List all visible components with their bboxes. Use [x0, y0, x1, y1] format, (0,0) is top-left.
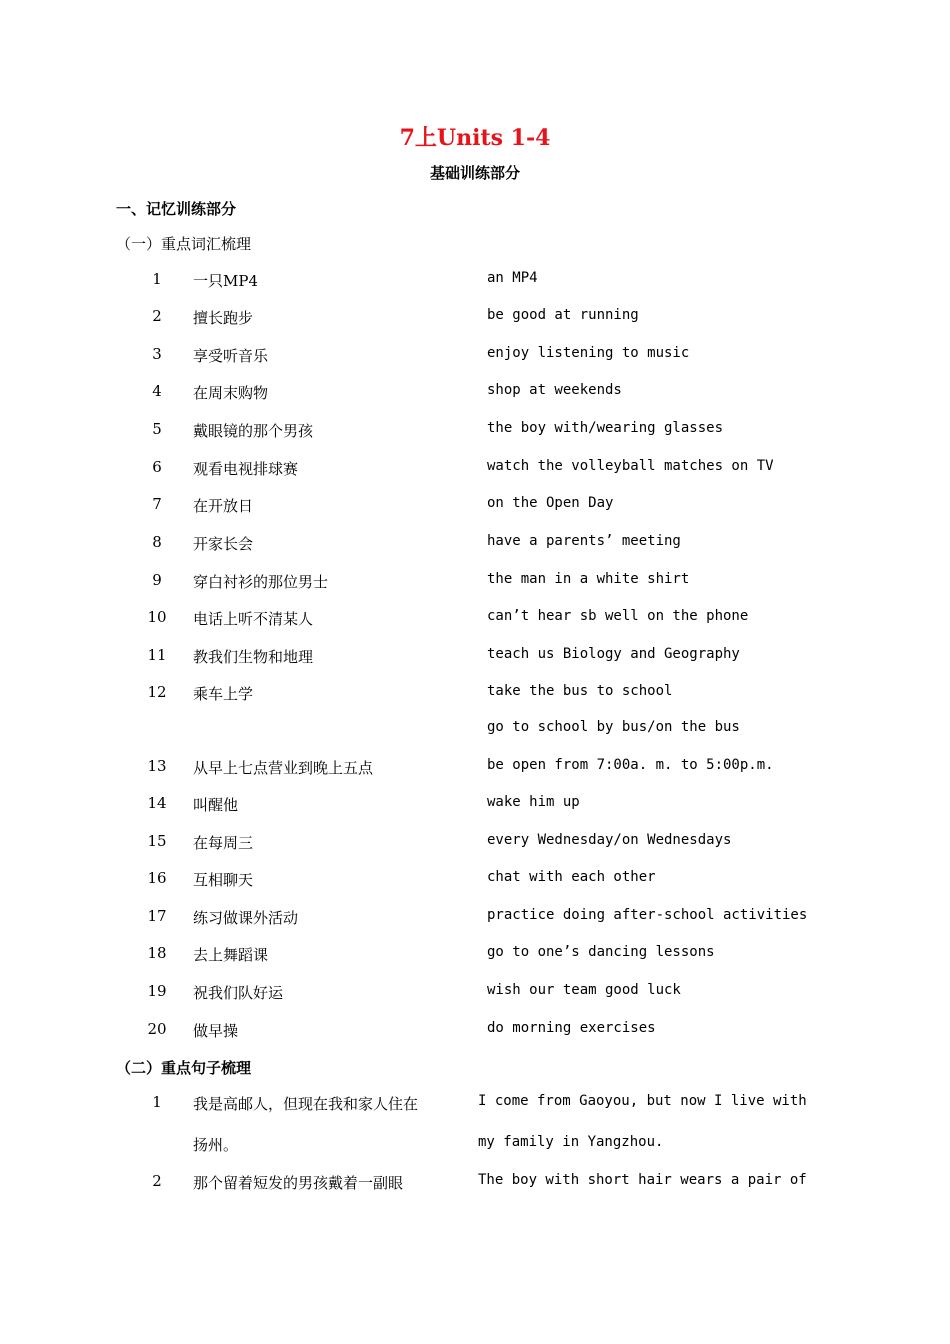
vocab-number: 18 — [147, 944, 167, 962]
document-subtitle: 基础训练部分 — [429, 164, 520, 182]
vocab-english: the boy with/wearing glasses — [487, 420, 724, 436]
vocab-row — [0, 719, 950, 743]
vocab-number: 15 — [147, 832, 167, 850]
vocab-english: wake him up — [487, 794, 580, 810]
vocab-english: on the Open Day — [487, 495, 614, 511]
vocab-number: 16 — [147, 869, 167, 887]
vocab-english: teach us Biology and Geography — [487, 646, 740, 662]
vocab-english: take the bus to school — [487, 683, 673, 699]
vocab-chinese: 享受听音乐 — [193, 347, 269, 365]
vocab-number: 3 — [152, 345, 162, 363]
vocab-chinese: 在每周三 — [193, 834, 254, 852]
vocab-chinese: 开家长会 — [193, 535, 254, 553]
vocab-row — [0, 944, 950, 968]
vocab-english: the man in a white shirt — [487, 571, 690, 587]
vocab-heading: （一）重点词汇梳理 — [116, 235, 252, 253]
vocab-chinese: 互相聊天 — [193, 871, 254, 889]
vocab-english: an MP4 — [487, 270, 538, 286]
vocab-number: 14 — [147, 794, 167, 812]
vocab-number: 5 — [152, 420, 162, 438]
vocab-chinese: 练习做课外活动 — [193, 909, 299, 927]
vocab-chinese: 做早操 — [193, 1022, 239, 1040]
vocab-chinese: 戴眼镜的那个男孩 — [193, 422, 314, 440]
sentence-english: I come from Gaoyou, but now I live with — [478, 1093, 807, 1109]
vocab-row — [0, 869, 950, 893]
vocab-english: be open from 7:00a. m. to 5:00p.m. — [487, 757, 774, 773]
vocab-chinese: 在开放日 — [193, 497, 254, 515]
vocab-number: 11 — [147, 646, 167, 664]
vocab-row — [0, 683, 950, 707]
vocab-english: wish our team good luck — [487, 982, 681, 998]
vocab-chinese: 乘车上学 — [193, 685, 254, 703]
vocab-row — [0, 571, 950, 595]
vocab-number: 13 — [147, 757, 167, 775]
document-title: 7上Units 1-4 — [399, 125, 551, 151]
vocab-number: 7 — [152, 495, 162, 513]
vocab-row — [0, 495, 950, 519]
sentence-chinese: 扬州。 — [193, 1136, 239, 1154]
vocab-row — [0, 382, 950, 406]
vocab-row — [0, 794, 950, 818]
vocab-number: 6 — [152, 458, 162, 476]
vocab-row — [0, 270, 950, 294]
sentence-chinese: 我是高邮人，但现在我和家人住在 — [193, 1095, 419, 1113]
sentence-english: The boy with short hair wears a pair of — [478, 1172, 807, 1188]
vocab-number: 2 — [152, 307, 162, 325]
vocab-number: 20 — [147, 1020, 167, 1038]
sentence-heading: （二）重点句子梳理 — [116, 1059, 252, 1077]
vocab-english: practice doing after-school activities — [487, 907, 808, 923]
vocab-number: 10 — [147, 608, 167, 626]
vocab-row — [0, 907, 950, 931]
sentence-number: 2 — [152, 1172, 162, 1190]
vocab-row — [0, 1020, 950, 1044]
vocab-row — [0, 982, 950, 1006]
vocab-chinese: 电话上听不清某人 — [193, 610, 314, 628]
vocab-english: enjoy listening to music — [487, 345, 690, 361]
vocab-chinese: 穿白衬衫的那位男士 — [193, 573, 329, 591]
vocab-english: go to school by bus/on the bus — [487, 719, 740, 735]
vocab-row — [0, 757, 950, 781]
vocab-english: chat with each other — [487, 869, 656, 885]
vocab-english: be good at running — [487, 307, 639, 323]
vocab-row — [0, 608, 950, 632]
vocab-chinese: 祝我们队好运 — [193, 984, 284, 1002]
vocab-english: can’t hear sb well on the phone — [487, 608, 749, 624]
vocab-chinese: 从早上七点营业到晚上五点 — [193, 759, 374, 777]
vocab-number: 12 — [147, 683, 167, 701]
vocab-english: do morning exercises — [487, 1020, 656, 1036]
vocab-row — [0, 832, 950, 856]
vocab-row — [0, 307, 950, 331]
vocab-number: 17 — [147, 907, 167, 925]
vocab-row — [0, 345, 950, 369]
vocab-number: 1 — [152, 270, 162, 288]
vocab-english: watch the volleyball matches on TV — [487, 458, 774, 474]
vocab-chinese: 观看电视排球赛 — [193, 460, 299, 478]
vocab-chinese: 去上舞蹈课 — [193, 946, 269, 964]
vocab-row — [0, 458, 950, 482]
vocab-english: have a parents’ meeting — [487, 533, 681, 549]
vocab-number: 9 — [152, 571, 162, 589]
vocab-english: every Wednesday/on Wednesdays — [487, 832, 732, 848]
vocab-chinese: 一只MP4 — [193, 272, 258, 290]
vocab-row — [0, 420, 950, 444]
vocab-chinese: 在周末购物 — [193, 384, 269, 402]
vocab-chinese: 擅长跑步 — [193, 309, 254, 327]
section-heading-memory: 一、记忆训练部分 — [116, 200, 237, 218]
sentence-number: 1 — [152, 1093, 162, 1111]
vocab-row — [0, 533, 950, 557]
vocab-english: shop at weekends — [487, 382, 622, 398]
vocab-chinese: 叫醒他 — [193, 796, 239, 814]
vocab-chinese: 教我们生物和地理 — [193, 648, 314, 666]
vocab-number: 8 — [152, 533, 162, 551]
sentence-english: my family in Yangzhou. — [478, 1134, 664, 1150]
vocab-english: go to one’s dancing lessons — [487, 944, 715, 960]
sentence-chinese: 那个留着短发的男孩戴着一副眼 — [193, 1174, 404, 1192]
vocab-number: 4 — [152, 382, 162, 400]
vocab-number: 19 — [147, 982, 167, 1000]
vocab-row — [0, 646, 950, 670]
